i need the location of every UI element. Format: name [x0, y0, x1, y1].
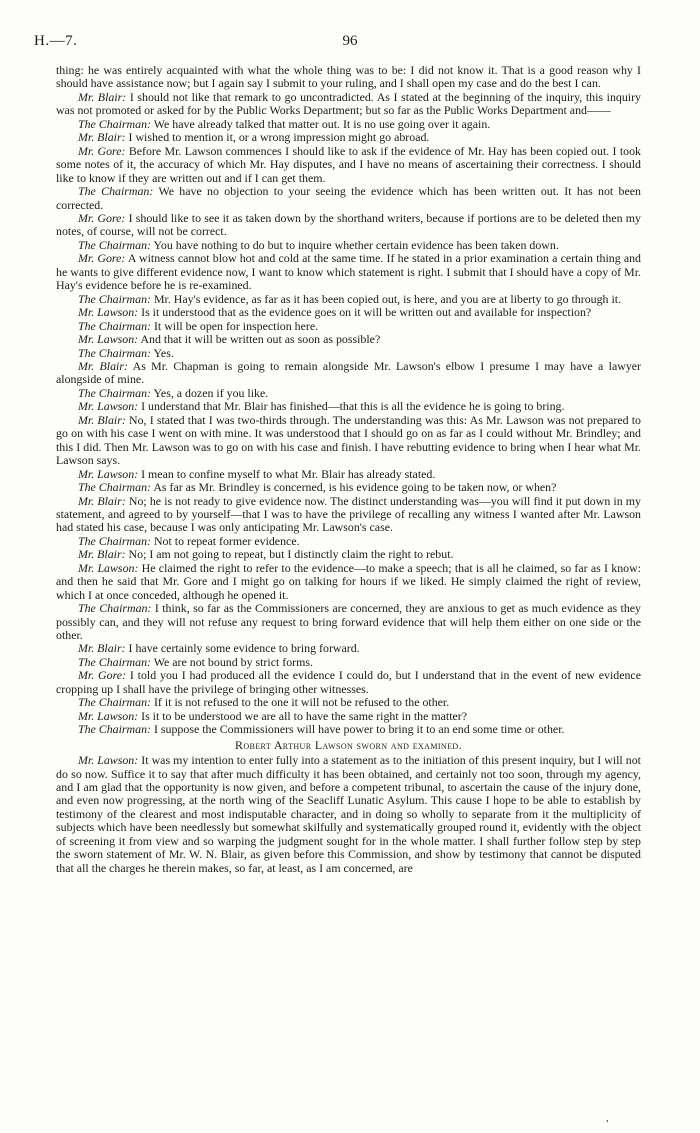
testimony-paragraph — [56, 306, 641, 319]
paragraph-text: It was my intention to enter fully into a statement as to the initiation of this present inquiry, but I will not do so now. Suffice it to say that after much difficulty it has been obtained, and certainly not too soon, through my agency, and I am glad that the opportunity is now given, and before a competent tribunal, to ascertain the cause of the injury done, and even now progressing, at the north wing of the Seacliff Lunatic Asylum. This cause I hope to be able to establish by testimony of the clearest and most indisputable character, and in doing so wholly to separate from it the multiplicity of subjects which have been needlessly but somewhat skilfully and systematically grouped round it, evidently with the object of screening it from view and so warping the judgment sought for in the whole matter. I shall further follow step by step the sworn statement of Mr. W. N. Blair, as given before this Commission, and show by testimony that cannot be disputed that all the charges he therein makes, so far, at least, as I am concerned, are — [56, 753, 641, 875]
page-number: 96 — [342, 33, 358, 49]
testimony-paragraph — [56, 333, 641, 346]
testimony-paragraph — [56, 414, 641, 468]
paragraph-text: If it is not refused to the one it will not be refused to the other. — [151, 695, 450, 710]
testimony-paragraph — [56, 548, 641, 561]
paragraph-text: A witness cannot blow hot and cold at the same time. If he stated in a prior examination a certain thing and he wants to give different evidence now, I want to know which statement is right. I submit that I should have a copy of Mr. Hay's evidence before he is re-examined. — [56, 251, 641, 293]
footer-mark: , — [606, 1112, 609, 1124]
testimony-paragraph — [56, 642, 641, 655]
paragraph-text: I told you I had produced all the evidence I could do, but I understand that in the event of new evidence cropping up I shall have the privilege of bringing other witnesses. — [56, 668, 641, 696]
speaker-label: Mr. Gore: — [78, 210, 126, 225]
testimony-paragraph — [56, 91, 641, 118]
paragraph-text: No; he is not ready to give evidence now. The distinct understanding was—you will find it put down in my statement, and agreed to by yourself—that I was to have the privilege of recalling any witness I wanted after Mr. Lawson had stated his case, because I was only anticipating Mr. Lawson's case. — [56, 493, 641, 535]
testimony-paragraph — [56, 347, 641, 360]
testimony-paragraph — [56, 118, 641, 131]
speaker-label: The Chairman: — [78, 533, 151, 548]
section-title: Robert Arthur Lawson sworn and examined. — [235, 737, 462, 752]
speaker-label: The Chairman: — [78, 291, 151, 306]
paragraph-text: No; I am not going to repeat, but I distinctly claim the right to rebut. — [125, 547, 454, 562]
speaker-label: The Chairman: — [78, 345, 151, 360]
paragraph-text: As Mr. Chapman is going to remain alongside Mr. Lawson's elbow I presume I may have a lawyer alongside of mine. — [56, 358, 642, 387]
testimony-paragraph — [56, 710, 641, 723]
paragraph-text: And that it will be written out as soon as possible? — [138, 332, 381, 347]
speaker-label: The Chairman: — [78, 184, 154, 199]
speaker-label: Mr. Blair: — [78, 130, 126, 145]
paragraph-text: I wished to mention it, or a wrong impression might go abroad. — [125, 130, 430, 145]
page-header — [34, 33, 666, 53]
paragraph-text: thing: he was entirely acquainted with what the whole thing was to be: I did not know it. That is a good reason why I should have assistance now; but I again say I submit to your ruling, and I shall open my case and do the best I can. — [56, 63, 641, 91]
paragraph-text: I should not like that remark to go uncontradicted. As I stated at the beginning of the inquiry, this inquiry was not promoted or asked for by the Public Works Department; but so far as the Public Works Department and—— — [56, 89, 642, 118]
testimony-paragraph — [56, 562, 641, 602]
testimony-paragraph — [56, 602, 641, 642]
testimony-paragraph — [56, 360, 641, 387]
testimony-paragraph — [56, 495, 641, 535]
testimony-paragraph — [56, 320, 641, 333]
speaker-label: The Chairman: — [78, 480, 151, 495]
speaker-label: Mr. Lawson: — [78, 753, 139, 768]
paragraph-text: Yes. — [151, 345, 174, 360]
paragraph-text: Not to repeat former evidence. — [151, 533, 300, 548]
paragraph-text: Before Mr. Lawson commences I should like to ask if the evidence of Mr. Hay has been copied out. I took some notes of it, the accuracy of which Mr. Hay disputes, and I have no means of ascertaining their correctness. I should like to know if they are written out and if I can get them. — [56, 143, 641, 185]
speaker-label: The Chairman: — [78, 237, 151, 252]
speaker-label: The Chairman: — [78, 695, 151, 710]
speaker-label: Mr. Gore: — [78, 251, 126, 266]
speaker-label: Mr. Blair: — [78, 547, 126, 562]
speaker-label: Mr. Gore: — [78, 143, 126, 158]
testimony-paragraph — [56, 185, 641, 212]
testimony-paragraph — [56, 669, 641, 696]
paragraph-text: We have already talked that matter out. It is no use going over it again. — [151, 116, 491, 131]
testimony-paragraph — [56, 696, 641, 709]
paragraph-text: I understand that Mr. Blair has finished—that this is all the evidence he is going to bring. — [138, 399, 565, 414]
speaker-label: Mr. Blair: — [78, 412, 126, 427]
testimony-paragraph — [56, 723, 641, 736]
paragraph-text: No, I stated that I was two-thirds through. The understanding was this: As Mr. Lawson was not prepared to go on with his case I went on with mine. It was understood that I should go on as far as I could without Mr. Brindley; and this I did. Then Mr. Lawson was to go on with his case and finish. I have rebutting evidence to bring when I hear what Mr. Lawson says. — [56, 412, 642, 468]
speaker-label: The Chairman: — [78, 654, 151, 669]
speaker-label: The Chairman: — [78, 601, 152, 616]
speaker-label: Mr. Lawson: — [78, 332, 139, 347]
paragraph-text: Is it understood that as the evidence goes on it will be written out and available for inspection? — [138, 305, 592, 320]
speaker-label: Mr. Blair: — [78, 358, 128, 373]
testimony-paragraph — [56, 387, 641, 400]
testimony-paragraph — [56, 212, 641, 239]
speaker-label: Mr. Blair: — [78, 641, 126, 656]
paragraph-text: It will be open for inspection here. — [151, 318, 319, 333]
speaker-label: The Chairman: — [78, 116, 151, 131]
speaker-label: Mr. Lawson: — [78, 708, 139, 723]
speaker-label: Mr. Lawson: — [78, 560, 139, 575]
speaker-label: The Chairman: — [78, 318, 151, 333]
testimony-paragraph — [56, 468, 641, 481]
paragraph-text: I suppose the Commissioners will have power to bring it to an end some time or other. — [151, 722, 565, 737]
paragraph-text: We have no objection to your seeing the evidence which has been written out. It has not been corrected. — [56, 184, 641, 212]
testimony-paragraph — [56, 145, 641, 185]
paragraph-text: I should like to see it as taken down by the shorthand writers, because if portions are to be deleted then my notes, of course, will not be correct. — [56, 210, 642, 239]
speaker-label: Mr. Gore: — [78, 668, 126, 683]
paragraph-text: Mr. Hay's evidence, as far as it has been copied out, is here, and you are at liberty to go through it. — [151, 291, 622, 306]
speaker-label: Mr. Lawson: — [78, 305, 139, 320]
paragraph-text: Yes, a dozen if you like. — [151, 385, 269, 400]
testimony-paragraph — [56, 131, 641, 144]
testimony-paragraph — [56, 293, 641, 306]
paragraph-text: I think, so far as the Commissioners are concerned, they are anxious to get as much evidence as they possibly can, and they will not refuse any request to bring forward evidence that will help them either on one side or the other. — [56, 601, 642, 643]
testimony-paragraph — [56, 535, 641, 548]
testimony-paragraphs — [56, 64, 641, 737]
closing-paragraph — [56, 754, 641, 875]
paragraph-text: We are not bound by strict forms. — [151, 654, 313, 669]
paragraph-text: I have certainly some evidence to bring forward. — [125, 641, 360, 656]
speaker-label: The Chairman: — [78, 385, 151, 400]
paragraph-text: He claimed the right to refer to the evidence—to make a speech; that is all he claimed, so far as I know: and then he said that Mr. Gore and I might go on talking for hours if we liked. He simply claimed the right of review, which I at once conceded, although he opened it. — [56, 560, 641, 602]
speaker-label: Mr. Blair: — [78, 89, 127, 104]
speaker-label: The Chairman: — [78, 722, 151, 737]
speaker-label: Mr. Lawson: — [78, 466, 139, 481]
testimony-paragraph — [56, 64, 641, 91]
speaker-label: Mr. Lawson: — [78, 399, 139, 414]
testimony-paragraph — [56, 400, 641, 413]
speaker-label: Mr. Blair: — [78, 493, 126, 508]
paragraph-text: You have nothing to do but to inquire whether certain evidence has been taken down. — [151, 237, 559, 252]
testimony-paragraph — [56, 656, 641, 669]
testimony-paragraph — [56, 252, 641, 292]
paragraph-text: As far as Mr. Brindley is concerned, is his evidence going to be taken now, or when? — [151, 480, 557, 495]
paragraph-text: Is it to be understood we are all to have the same right in the matter? — [138, 708, 468, 723]
testimony-paragraph — [56, 239, 641, 252]
testimony-paragraph — [56, 481, 641, 494]
document-reference: H.—7. — [34, 33, 78, 49]
document-body — [56, 64, 641, 875]
paragraph-text: I mean to confine myself to what Mr. Blair has already stated. — [138, 466, 436, 481]
